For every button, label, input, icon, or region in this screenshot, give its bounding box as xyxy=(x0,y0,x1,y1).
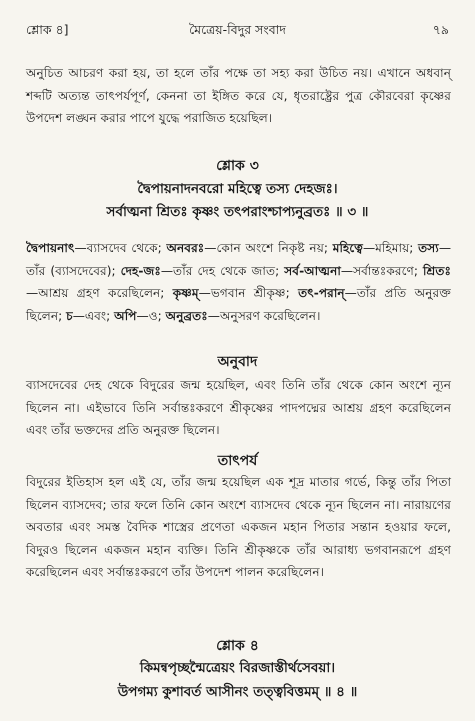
synonym-word: মহিত্বে xyxy=(332,241,363,255)
synonym-meaning: —এবং; xyxy=(72,308,111,323)
synonym-word: অনুব্রতঃ xyxy=(165,308,208,323)
synonym-word: দ্বৈপায়নাৎ xyxy=(26,241,75,255)
synonym-word: অনবরঃ xyxy=(166,241,205,255)
verse-3-line-2: সর্বাত্মনা শ্রিতঃ কৃষ্ণং তৎপরাংশ্চাপ্যনুব্রতঃ ॥ ৩ ॥ xyxy=(106,204,369,220)
intro-paragraph: অনুচিত আচরণ করা হয়, তা হলে তাঁর পক্ষে তা সহ্য করা উচিত নয়। এখানে অধবান্‌ শব্দটি অত্যন্ত তাৎপর্যপূর্ণ, কেননা তা ইঙ্গিত করে যে, ধৃতরাষ্ট্রের পুত্র কৌরবেরা কৃষ্ণের উপদেশ লঙ্ঘন করার পাপে যুদ্ধে পরাজিত হয়েছিল। xyxy=(26,66,451,125)
synonym-word: অপি xyxy=(114,308,137,323)
page-number: ৭৯ xyxy=(432,22,449,37)
synonyms-block xyxy=(26,237,451,327)
synonym-word: তস্য xyxy=(418,241,439,255)
synonym-meaning: —ভগবান শ্রীকৃষ্ণ; xyxy=(198,286,290,300)
verse-3-heading: শ্লোক ৩ xyxy=(216,158,259,174)
synonym-word: তৎ-পরান্ xyxy=(298,286,345,300)
purport-text: বিদুরের ইতিহাস হল এই যে, তাঁর জন্ম হয়েছিল এক শূদ্র মাতার গর্ভে, কিন্তু তাঁর পিতা ছিলেন ব্যাসদেব; তার ফলে তিনি কোন অংশে ব্যাসদেব থেকে ন্যূন ছিলেন না। নারায়ণের অবতার এবং সমস্ত বৈদিক শাস্ত্রের প্রণেতা একজন মহান পিতার সন্তান হওয়ার ফলে, বিদুরও ছিলেন একজন মহান ব্যক্তি। তিনি শ্রীকৃষ্ণকে তাঁর আরাধ্য ভগবানরূপে গ্রহণ করেছিলেন এবং সর্বান্তঃকরণে তাঁর উপদেশ পালন করেছিলেন। xyxy=(26,475,451,579)
synonym-meaning: —কোন অংশে নিকৃষ্ট নয়; xyxy=(204,241,328,255)
synonym-meaning: —অনুসরণ করেছিলেন। xyxy=(207,308,321,323)
synonym-meaning: —তাঁর দেহ থেকে জাত; xyxy=(160,263,280,278)
verse-4-line-1: কিমন্বপৃচ্ছন্মৈত্রেয়ং বিরজাস্তীর্থসেবয়া। xyxy=(139,660,336,676)
synonym-meaning: —আশ্রয় গ্রহণ করেছিলেন; xyxy=(26,286,165,300)
synonym-meaning: —মহিমায়; xyxy=(362,241,414,255)
synonym-meaning: —তাঁর প্রতি অনুরক্ত ছিলেন; xyxy=(26,286,452,323)
synonym-word: দেহ-জঃ xyxy=(120,263,161,278)
verse-4-line-2: উপগম্য কুশাবর্ত আসীনং তত্ত্ববিত্তমম্‌ ॥ ৪ ॥ xyxy=(117,684,358,700)
purport-heading: তাৎপর্য xyxy=(217,453,258,469)
verse-3-line-1: দ্বৈপায়নাদনবরো মহিত্বে তস্য দেহজঃ। xyxy=(137,181,338,197)
synonym-meaning: —সর্বান্তঃকরণে; xyxy=(340,263,418,278)
translation-text: ব্যাসদেবের দেহ থেকে বিদুরের জন্ম হয়েছিল, এবং তিনি তাঁর থেকে কোন অংশে ন্যূন ছিলেন না। এইভাবে তিনি সর্বান্তঃকরণে শ্রীকৃষ্ণের পাদপদ্মের আশ্রয় গ্রহণ করেছিলেন এবং তাঁর ভক্তদের প্রতি অনুরক্ত ছিলেন। xyxy=(26,378,451,437)
synonym-meaning: —ব্যাসদেব থেকে; xyxy=(74,241,162,255)
synonym-word: কৃষ্ণম্ xyxy=(172,286,199,300)
synonym-word: শ্রিতঃ xyxy=(423,263,451,278)
synonym-word: চ xyxy=(66,308,73,323)
synonym-meaning: —ও; xyxy=(136,308,162,323)
translation-heading: অনুবাদ xyxy=(217,354,258,370)
running-title: মৈত্রেয়-বিদুর সংবাদ xyxy=(189,22,286,37)
synonym-word: সর্ব-আত্মনা xyxy=(284,263,341,278)
synonym-meaning: —তাঁর (ব্যাসদেবের); xyxy=(26,241,452,278)
verse-reference: শ্লোক ৪] xyxy=(26,22,69,37)
verse-4-heading: শ্লোক ৪ xyxy=(216,638,259,654)
